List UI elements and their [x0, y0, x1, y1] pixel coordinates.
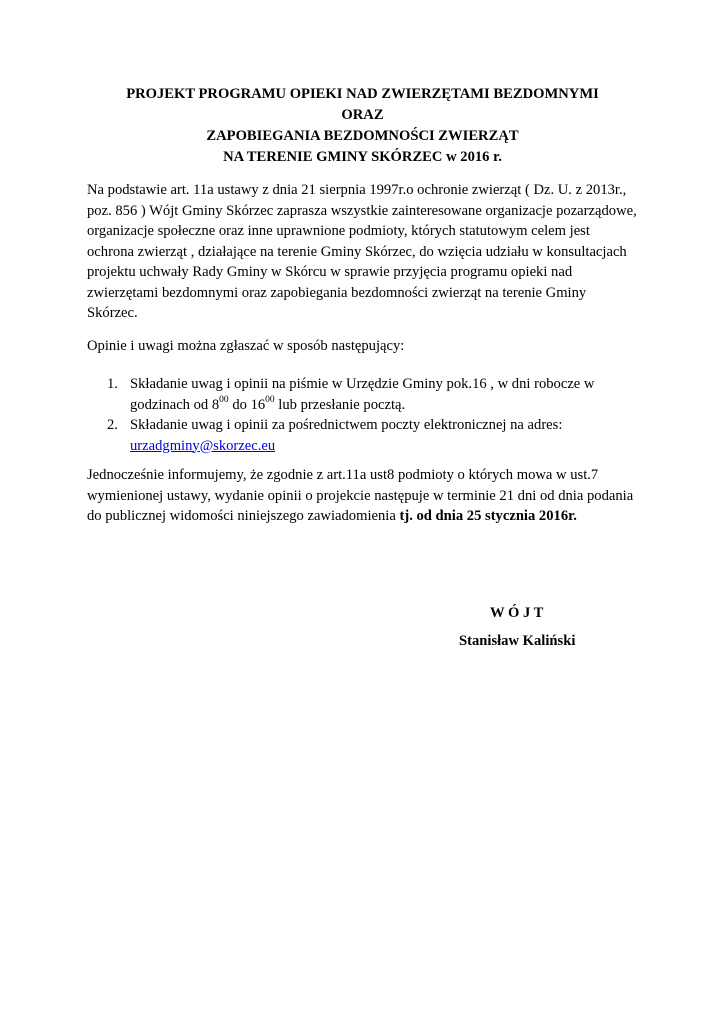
info-paragraph — [87, 465, 647, 527]
email-link[interactable]: urzadgminy@skorzec.eu — [130, 437, 276, 454]
signature-name: Stanisław Kaliński — [459, 633, 576, 649]
intro-line-5: projektu uchwały Rady Gminy w Skórcu w sprawie przyjęcia programu opieki nad — [87, 264, 573, 280]
superscript: 00 — [219, 394, 229, 405]
intro-paragraph — [87, 180, 647, 324]
title-line-3: ZAPOBIEGANIA BEZDOMNOŚCI ZWIERZĄT — [206, 128, 519, 144]
list-item-line — [130, 395, 647, 416]
submission-methods-list — [87, 374, 647, 456]
intro-line-1: Na podstawie art. 11a ustawy z dnia 21 sierpnia 1997r.o ochronie zwierząt ( Dz. U. z 2013r., — [87, 182, 627, 198]
document-title — [0, 84, 725, 168]
office-hours-text: do 16 — [228, 396, 266, 413]
email-line — [130, 436, 647, 457]
list-item-number: 2. — [107, 417, 118, 433]
info-line-1: Jednocześnie informujemy, że zgodnie z art.11a ust8 podmioty o których mowa w ust.7 — [87, 467, 599, 483]
office-hours-text: godzinach od 8 — [130, 396, 220, 413]
list-item-number: 1. — [107, 376, 118, 392]
title-line-1: PROJEKT PROGRAMU OPIEKI NAD ZWIERZĘTAMI BEZDOMNYMI — [126, 86, 599, 102]
deadline-date: tj. od dnia 25 stycznia 2016r. — [399, 508, 577, 524]
methods-intro: Opinie i uwagi można zgłaszać w sposób następujący: — [87, 338, 405, 354]
info-line-3 — [87, 506, 647, 527]
signature-title: W Ó J T — [490, 605, 544, 621]
intro-line-4: ochrona zwierząt , działające na terenie Gminy Skórzec, do wzięcia udziału w konsultacjach — [87, 243, 627, 260]
list-item-line: Składanie uwag i opinii na piśmie w Urzędzie Gminy pok.16 , w dni robocze w — [130, 376, 595, 392]
list-item — [87, 374, 647, 415]
intro-line-2: poz. 856 ) Wójt Gminy Skórzec zaprasza wszystkie zainteresowane organizacje pozarządowe, — [87, 202, 637, 219]
info-line-3-text: do publicznej widomości niniejszego zawiadomienia — [87, 508, 400, 524]
intro-line-7: Skórzec. — [87, 305, 138, 321]
intro-line-3: organizacje społeczne oraz inne uprawnione podmioty, których statutowym celem jest — [87, 223, 590, 239]
list-item-line: Składanie uwag i opinii za pośrednictwem poczty elektronicznej na adres: — [130, 417, 563, 433]
title-line-4: NA TERENIE GMINY SKÓRZEC w 2016 r. — [223, 149, 502, 165]
office-hours-text: lub przesłanie pocztą. — [274, 396, 406, 413]
superscript: 00 — [265, 394, 275, 405]
title-line-2: ORAZ — [341, 107, 384, 123]
intro-line-6: zwierzętami bezdomnymi oraz zapobiegania bezdomności zwierząt na terenie Gminy — [87, 284, 587, 301]
list-item — [87, 415, 647, 456]
info-line-2: wymienionej ustawy, wydanie opinii o projekcie następuje w terminie 21 dni od dnia podania — [87, 487, 634, 504]
